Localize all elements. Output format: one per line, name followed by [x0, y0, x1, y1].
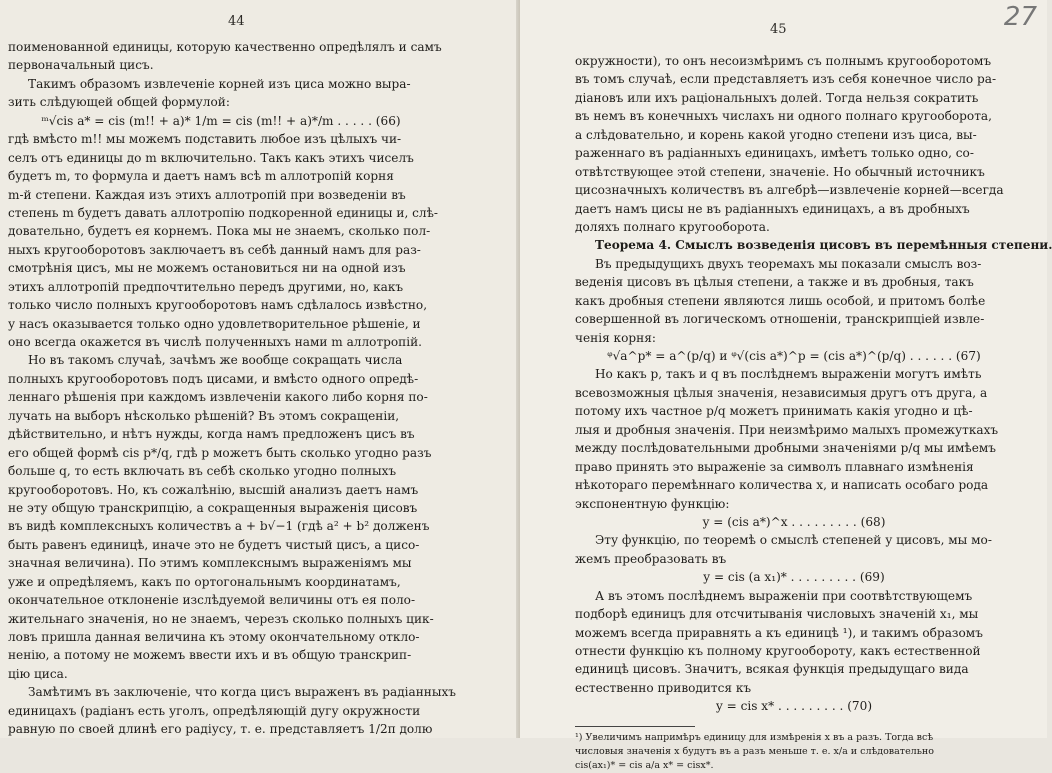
- right-page: [520, 0, 1052, 771]
- text-line: А въ этомъ послѣднемъ выраженіи при соотвѣтствующемъ: [595, 588, 973, 603]
- footnote-rule: [575, 716, 695, 727]
- text-line: быть равенъ единицѣ, иначе это не будетъ чистый цисъ, а цисо-: [8, 537, 420, 552]
- text-line: раженнаго въ радіанныхъ единицахъ, имѣетъ только одно, со-: [575, 146, 974, 161]
- text-line: полныхъ кругооборотовъ подъ цисами, и вмѣсто одного опредѣ-: [8, 371, 419, 386]
- formula-line: y = cis (a x₁)* . . . . . . . . . (69): [703, 570, 885, 585]
- text-line: у насъ оказывается только одно удовлетворительное рѣшеніе, и: [8, 316, 421, 331]
- text-line: оно всегда окажется въ числѣ полученныхъ нами m аллотропій.: [8, 335, 423, 349]
- text-line: нѣкотораго перемѣннаго количества x, и написать особаго рода: [575, 478, 989, 493]
- text-line: гдѣ вмѣсто m!! мы можемъ подставить любое изъ цѣлыхъ чи-: [8, 132, 402, 147]
- text-line: всевозможныя цѣлыя значенія, независимыя другъ отъ друга, а: [575, 385, 988, 400]
- text-line: единицѣ цисовъ. Значитъ, всякая функція предыдущаго вида: [575, 662, 969, 677]
- text-line: значная величина). По этимъ комплекснымъ выраженіямъ мы: [8, 556, 412, 571]
- text-line: право принять это выраженіе за символъ плавнаго измѣненія: [575, 459, 974, 474]
- text-line: смотрѣнія цисъ, мы не можемъ остановиться ни на одной изъ: [8, 261, 406, 276]
- text-line: Замѣтимъ въ заключеніе, что когда цисъ выраженъ въ радіанныхъ: [28, 685, 456, 700]
- text-line: равную по своей длинѣ его радіусу, т. е. представляетъ 1/2π долю: [8, 722, 433, 737]
- text-line: ловъ пришла данная величина къ этому окончательному откло-: [8, 630, 420, 644]
- text-line: леннаго рѣшенія при каждомъ извлеченіи какого либо корня по-: [8, 390, 428, 405]
- text-line: степень m будетъ давать аллотропію подкоренной единицы и, слѣ-: [8, 205, 438, 220]
- text-line: ныхъ кругооборотовъ заключаетъ въ себѣ данный намъ для раз-: [8, 242, 421, 257]
- text-line: веденія цисовъ въ цѣлыя степени, а также и въ дробныя, такъ: [575, 275, 974, 290]
- text-line: а слѣдовательно, и корень какой угодно степени изъ циса, вы-: [575, 127, 977, 142]
- text-line: даетъ намъ цисы не въ радіанныхъ единицахъ, а въ дробныхъ: [575, 201, 970, 216]
- formula-line: ᵠ√a^p* = a^(p/q) и ᵠ√(cis a*)^p = (cis a*)^(p/q) . . . . . . (67): [607, 349, 981, 363]
- text-line: первоначальный цисъ.: [8, 58, 154, 73]
- footnote-line: ¹) Увеличимъ напримѣръ единицу для измѣренія x въ a разъ. Тогда всѣ: [575, 731, 934, 743]
- text-line: его общей формѣ cis p*/q, гдѣ p можетъ быть сколько угодно разъ: [8, 445, 432, 460]
- text-line: уже и опредѣляемъ, какъ по ортогональнымъ координатамъ,: [8, 574, 401, 589]
- text-line: доляхъ полнаго кругооборота.: [575, 219, 770, 234]
- text-line: довательно, будетъ ея корнемъ. Пока мы не знаемъ, сколько пол-: [8, 224, 431, 239]
- text-line: дѣйствительно, и нѣтъ нужды, когда намъ предложенъ цисъ въ: [8, 427, 415, 442]
- text-line: въ немъ въ конечныхъ числахъ ни одного полнаго кругооборота,: [575, 109, 992, 124]
- text-line: какъ дробныя степени являются лишь особой, и притомъ болѣе: [575, 293, 986, 308]
- text-line: Въ предыдущихъ двухъ теоремахъ мы показали смыслъ воз-: [595, 256, 982, 271]
- text-line: Но въ такомъ случаѣ, зачѣмъ же вообще сокращать числа: [28, 353, 403, 368]
- text-line: отнести функцію къ полному кругообороту, какъ естественной: [575, 644, 981, 658]
- text-line: между послѣдовательными дробными значеніями p/q мы имѣемъ: [575, 441, 996, 456]
- text-line: можемъ всегда приравнять a къ единицѣ ¹), и такимъ образомъ: [575, 625, 983, 640]
- text-line: лучать на выборъ нѣсколько рѣшеній? Въ этомъ сокращеніи,: [8, 408, 400, 423]
- footnote-line: числовыя значенія x будутъ въ a разъ меньше т. е. x/a и слѣдовательно: [575, 745, 934, 757]
- formula-line: y = (cis a*)^x . . . . . . . . . (68): [702, 514, 886, 529]
- text-line: экспонентную функцію:: [575, 496, 730, 511]
- text-line: совершенной въ логическомъ отношеніи, транскрипціей извле-: [575, 312, 985, 327]
- text-line: діановъ или ихъ раціональныхъ долей. Тогда нельзя сократить: [575, 90, 979, 105]
- text-column: [575, 52, 1052, 773]
- text-line: не эту общую транскрипцію, а сокращенныя выраженія цисовъ: [8, 500, 418, 515]
- text-line: селъ отъ единицы до m включительно. Такъ какъ этихъ чиселъ: [8, 150, 414, 165]
- text-line: жительнаго значенія, но не знаемъ, черезъ сколько полныхъ цик-: [8, 611, 434, 626]
- text-line: только число полныхъ кругооборотовъ намъ сдѣлалось извѣстно,: [8, 298, 428, 313]
- text-line: цію циса.: [8, 666, 68, 681]
- page-number: 45: [770, 22, 787, 37]
- text-line: поименованной единицы, которую качественно опредѣлялъ и самъ: [8, 40, 442, 54]
- text-line: Такимъ образомъ извлеченіе корней изъ циса можно выра-: [28, 76, 411, 91]
- text-line: будетъ m, то формула и даетъ намъ всѣ m аллотропій корня: [8, 169, 394, 184]
- text-line: цисозначныхъ количествъ въ алгебрѣ—извлеченіе корней—всегда: [575, 183, 1004, 198]
- text-line: окончательное отклоненіе изслѣдуемой величины отъ ея поло-: [8, 593, 416, 608]
- text-line: въ томъ случаѣ, если представляетъ изъ себя конечное число ра-: [575, 72, 997, 87]
- text-line: ченія корня:: [575, 330, 656, 345]
- formula-line: y = cis x* . . . . . . . . . (70): [715, 699, 873, 714]
- formula-line: ᵐ√cis a* = cis (m!! + a)* 1/m = cis (m!! + a)*/m . . . . . (66): [41, 113, 401, 128]
- text-line: этихъ аллотропій предпочтительно передъ другими, но, какъ: [8, 279, 404, 294]
- text-line: зить слѣдующей общей формулой:: [8, 95, 230, 110]
- text-line: подборѣ единицъ для отсчитыванія числовыхъ значеній x₁, мы: [575, 607, 979, 622]
- text-line: отвѣтствующее этой степени, значеніе. Но обычный источникъ: [575, 164, 985, 179]
- text-line: кругооборотовъ. Но, къ сожалѣнію, высшій анализъ даетъ намъ: [8, 482, 419, 497]
- text-line: больше q, то есть включать въ себѣ сколько угодно полныхъ: [8, 464, 397, 479]
- text-line: естественно приводится къ: [575, 680, 752, 695]
- handwritten-mark: 27: [1003, 2, 1037, 32]
- text-line: окружности), то онъ несоизмѣримъ съ полнымъ кругооборотомъ: [575, 54, 992, 68]
- text-line: лыя и дробныя значенія. При неизмѣримо малыхъ промежуткахъ: [575, 422, 999, 437]
- left-page: [0, 0, 520, 738]
- text-line: единицахъ (радіанъ есть уголъ, опредѣляющій дугу окружности: [8, 703, 421, 718]
- text-line: въ видѣ комплексныхъ количествъ a + b√−1 (гдѣ a² + b² долженъ: [8, 519, 430, 534]
- text-line: m-й степени. Каждая изъ этихъ аллотропій при возведеніи въ: [8, 187, 406, 202]
- theorem-heading: Теорема 4. Смыслъ возведенія цисовъ въ перемѣнныя степени.: [595, 238, 1052, 253]
- text-line: жемъ преобразовать въ: [575, 551, 727, 566]
- text-line: потому ихъ частное p/q можетъ принимать какія угодно и цѣ-: [575, 404, 973, 419]
- page-number: 44: [228, 14, 245, 29]
- text-line: Но какъ p, такъ и q въ послѣднемъ выраженіи могутъ имѣть: [595, 367, 982, 382]
- text-column: [8, 38, 456, 739]
- text-line: Эту функцію, по теоремѣ о смыслѣ степеней у цисовъ, мы мо-: [595, 533, 992, 548]
- footnote-line: cis(ax₁)* = cis a/a x* = cisx*.: [575, 759, 714, 771]
- text-line: ненію, а потому не можемъ ввести ихъ и въ общую транскрип-: [8, 648, 412, 663]
